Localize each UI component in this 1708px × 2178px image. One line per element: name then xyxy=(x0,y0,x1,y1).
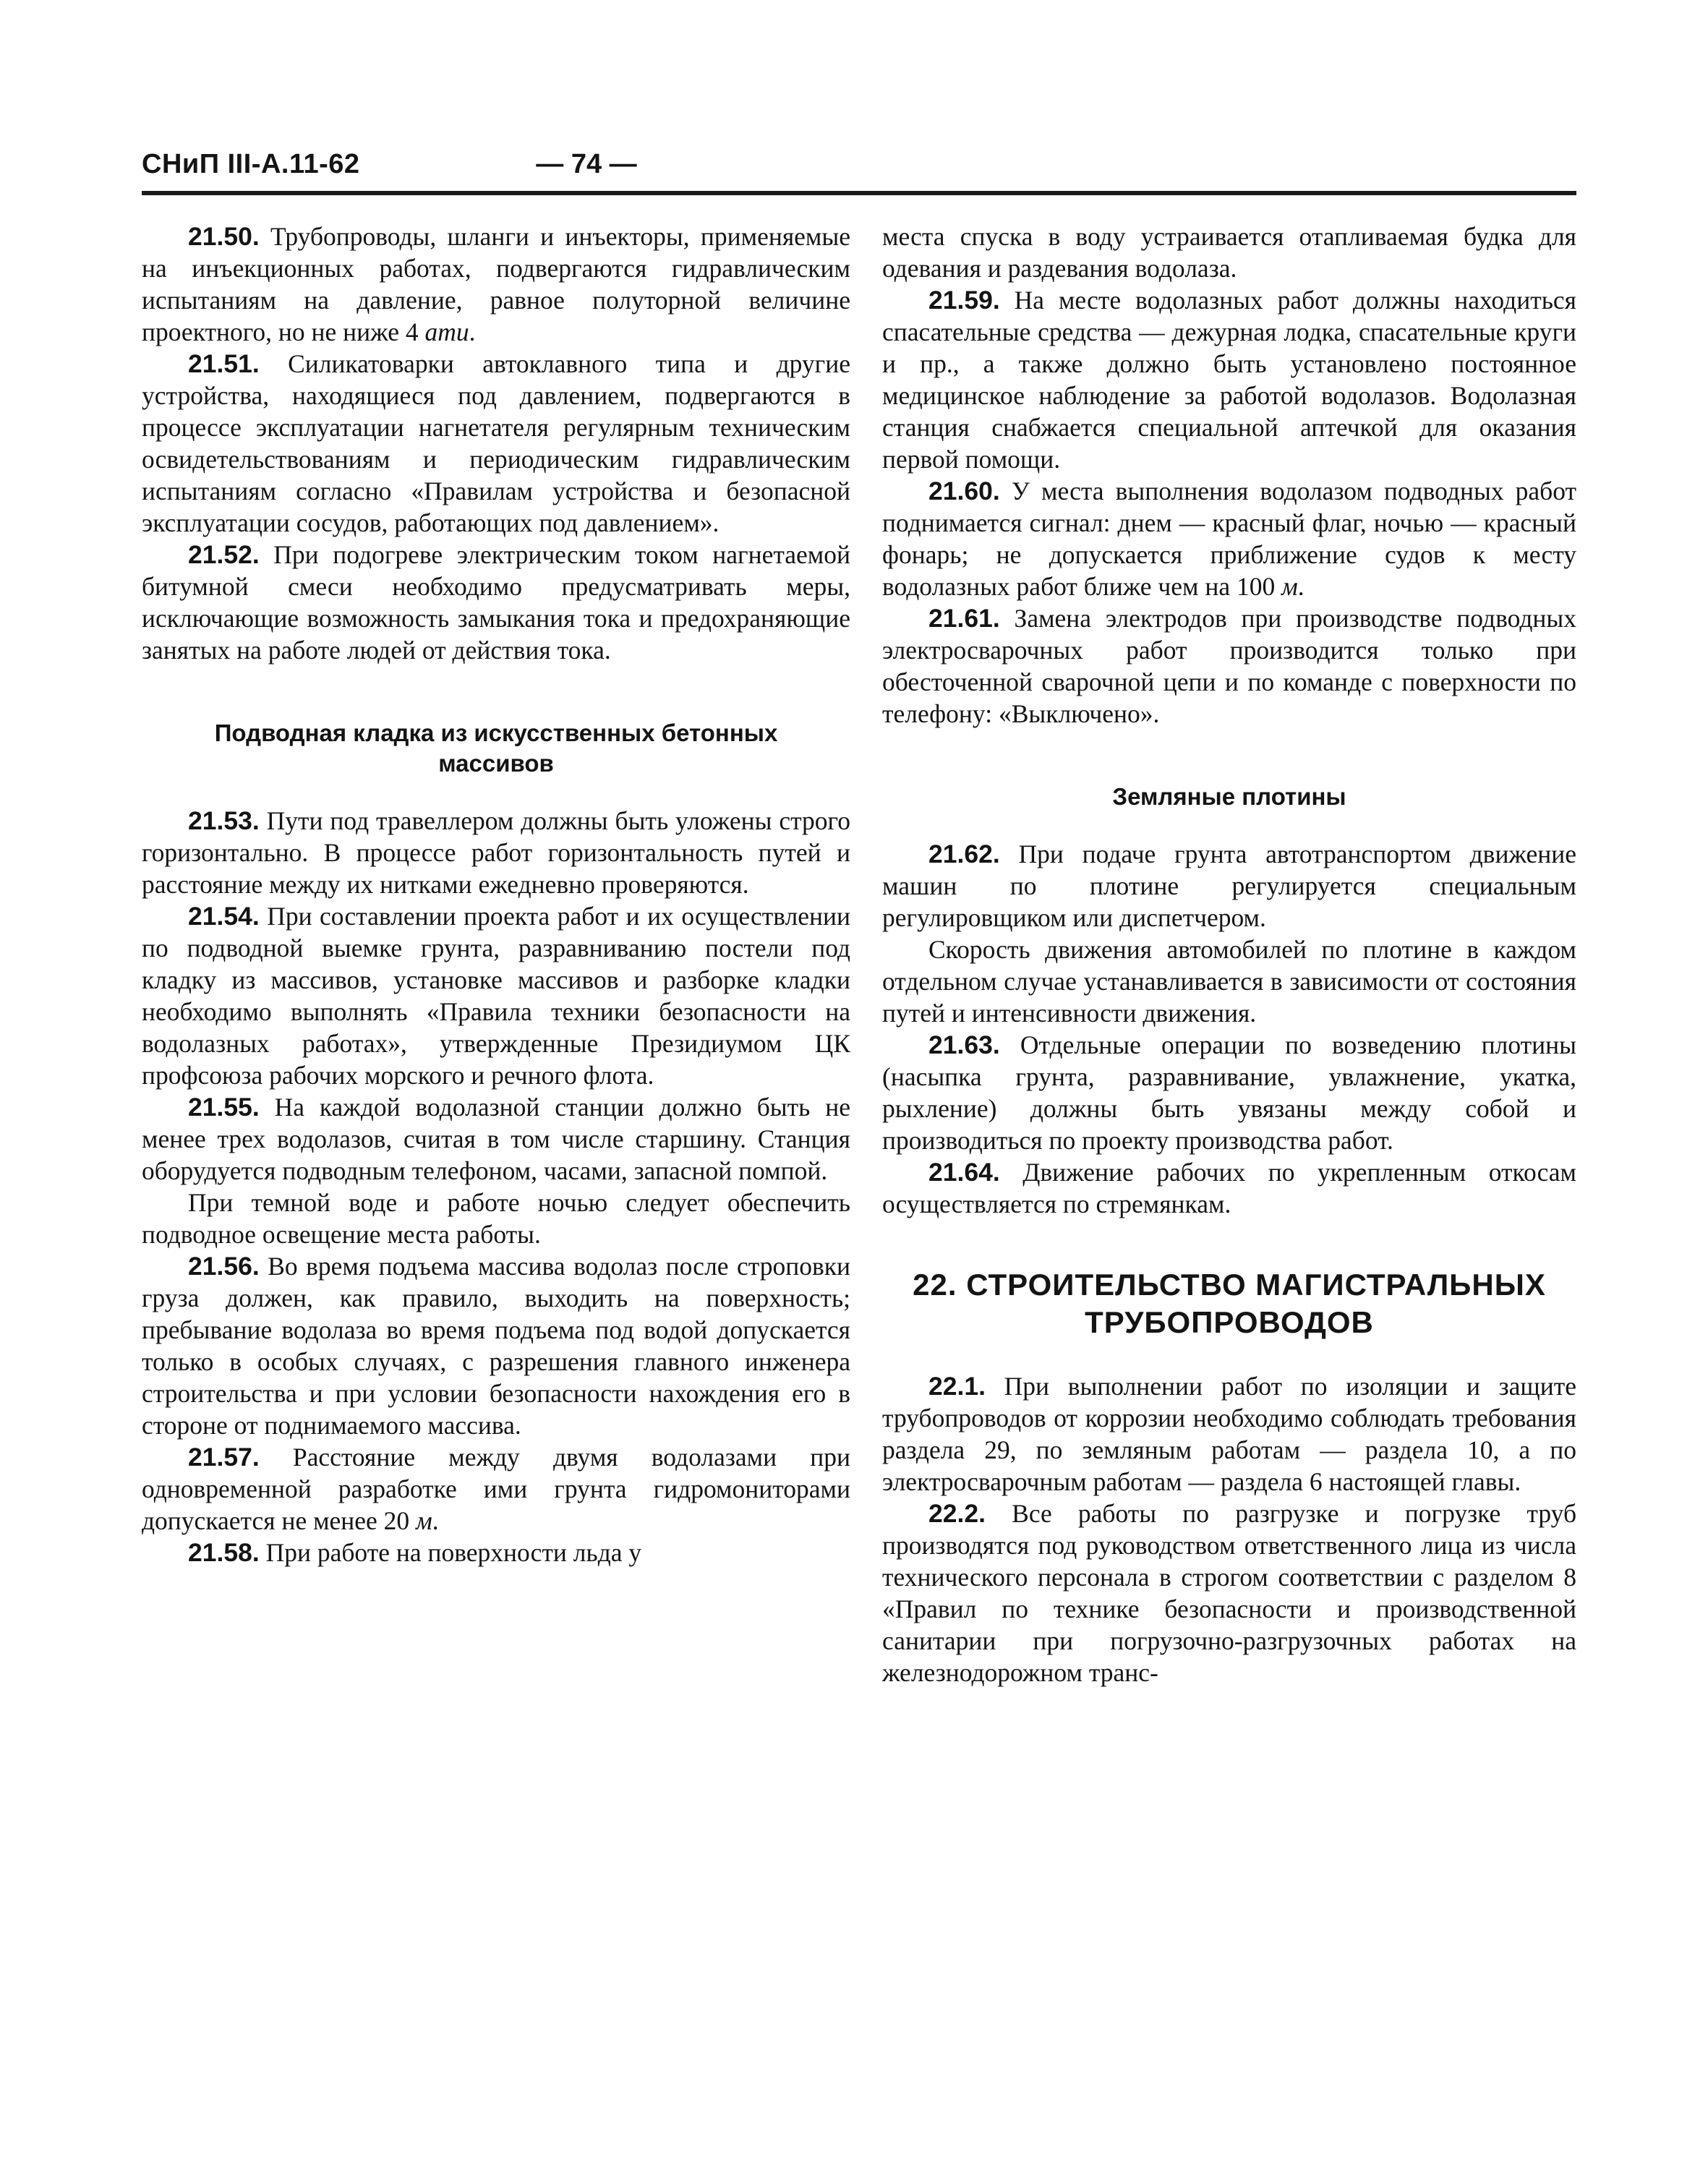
paragraph-21-53: 21.53. Пути под травеллером должны быть уложены строго горизонтально. В процессе работ горизонтальность путей и расстояние между их нитками ежедневно проверяются. xyxy=(142,806,850,899)
section-heading-underwater-masonry: Подводная кладка из искусственных бетонных массивов xyxy=(214,719,778,777)
document-code: СНиП III-А.11-62 xyxy=(142,149,360,179)
paragraph-21-58: 21.58. При работе на поверхности льда у xyxy=(188,1538,642,1567)
paragraph-21-50: 21.50. Трубопроводы, шланги и инъекторы, применяемые на инъекционных работах, подвергаются гидравлическим испытаниям на давление, равное полуторной величине проектного, но не ниже 4 ати. xyxy=(142,222,850,346)
paragraph-21-58-cont: места спуска в воду устраивается отапливаемая будка для одевания и раздевания водолаза. xyxy=(882,222,1576,283)
chapter-heading-22: 22. СТРОИТЕЛЬСТВО МАГИСТРАЛЬНЫХ ТРУБОПРОВОДОВ xyxy=(913,1268,1546,1339)
paragraph-21-52: 21.52. При подогреве электрическим током нагнетаемой битумной смеси необходимо предусматривать меры, исключающие возможность замыкания тока и предохраняющие занятых на работе людей от действия тока. xyxy=(142,540,850,665)
left-column xyxy=(142,221,850,1568)
paragraph-21-51: 21.51. Силикатоварки автоклавного типа и другие устройства, находящиеся под давлением, подвергаются в процессе эксплуатации нагнетателя регулярным техническим освидетельствованиям и периодическим гидравлическим испытаниям согласно «Правилам устройства и безопасной эксплуатации сосудов, работающих под давлением». xyxy=(142,349,851,537)
paragraph-21-62: 21.62. При подаче грунта автотранспортом движение машин по плотине регулируется специальным регулировщиком или диспетчером. xyxy=(882,840,1577,932)
right-column xyxy=(882,221,1576,1688)
paragraph-21-59: 21.59. На месте водолазных работ должны находиться спасательные средства — дежурная лодка, спасательные круги и пр., а также должно быть установлено постоянное медицинское наблюдение за работой водолазов. Водолазная станция снабжается специальной аптечкой для оказания первой помощи. xyxy=(882,286,1577,474)
paragraph-21-62-cont: Скорость движения автомобилей по плотине в каждом отдельном случае устанавливается в зависимости от состояния путей и интенсивности движения. xyxy=(882,935,1576,1028)
paragraph-22-2: 22.2. Все работы по разгрузке и погрузке труб производятся под руководством ответственного лица из числа технического персонала в строгом соответствии с разделом 8 «Правил по технике безопасности и производственной санитарии при погрузочно-разгрузочных работах на железнодорожном транс- xyxy=(882,1499,1577,1687)
paragraph-21-63: 21.63. Отдельные операции по возведению плотины (насыпка грунта, разравнивание, увлажнение, укатка, рыхление) должны быть увязаны между собой и производиться по проекту производства работ. xyxy=(882,1030,1576,1155)
paragraph-21-54: 21.54. При составлении проекта работ и их осуществлении по подводной выемке грунта, разравниванию постели под кладку из массивов, установке массивов и разборке кладки необходимо выполнять «Правила техники безопасности на водолазных работах», утвержденные Президиумом ЦК профсоюза рабочих морского и речного флота. xyxy=(142,902,850,1090)
paragraph-21-61: 21.61. Замена электродов при производстве подводных электросварочных работ производится только при обесточенной сварочной цепи и по команде с поверхности по телефону: «Выключено». xyxy=(882,604,1577,728)
header-rule xyxy=(142,191,1576,195)
page-header xyxy=(142,149,1576,189)
paragraph-21-56: 21.56. Во время подъема массива водолаз после строповки груза должен, как правило, выходить на поверхность; пребывание водолаза во время подъема под водой допускается только в особых случаях, с разрешения главного инженера строительства и при условии безопасности нахождения его в стороне от поднимаемого массива. xyxy=(142,1252,850,1440)
paragraph-21-64: 21.64. Движение рабочих по укрепленным откосам осуществляется по стремянкам. xyxy=(882,1158,1576,1218)
paragraph-22-1: 22.1. При выполнении работ по изоляции и защите трубопроводов от коррозии необходимо соблюдать требования раздела 29, по земляным работам — раздела 10, а по электросварочным работам — раздела 6 настоящей главы. xyxy=(882,1372,1577,1496)
page-number: — 74 — xyxy=(536,149,637,179)
paragraph-21-55-cont: При темной воде и работе ночью следует обеспечить подводное освещение места работы. xyxy=(142,1188,850,1249)
paragraph-21-60: 21.60. У места выполнения водолазом подводных работ поднимается сигнал: днем — красный флаг, ночью — красный фонарь; не допускается приближение судов к месту водолазных работ ближе чем на 100 м. xyxy=(882,477,1576,601)
section-heading-earth-dams: Земляные плотины xyxy=(1112,783,1346,810)
paragraph-21-55: 21.55. На каждой водолазной станции должно быть не менее трех водолазов, считая в том числе старшину. Станция оборудуется подводным телефоном, часами, запасной помпой. xyxy=(142,1093,850,1185)
paragraph-21-57: 21.57. Расстояние между двумя водолазами при одновременной разработке ими грунта гидромониторами допускается не менее 20 м. xyxy=(142,1443,850,1535)
